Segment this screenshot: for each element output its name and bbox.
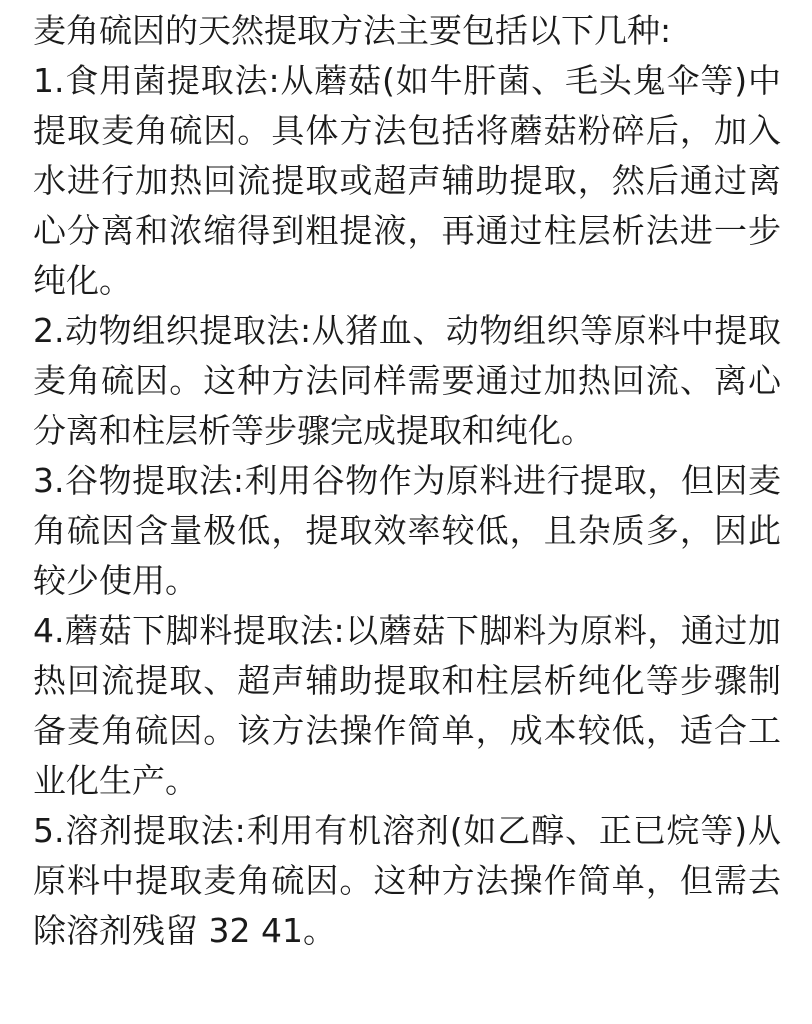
method-paragraph: 5.溶剂提取法:利用有机溶剂(如乙醇、正已烷等)从原料中提取麦角硫因。这种方法操作简单，但需去除溶剂残留 32 41。 [33,811,781,950]
method-paragraph: 3.谷物提取法:利用谷物作为原料进行提取，但因麦角硫因含量极低，提取效率较低，且杂质多，因此较少使用。 [33,461,781,600]
intro-paragraph: 麦角硫因的天然提取方法主要包括以下几种: [33,11,672,50]
document-body [33,6,781,956]
method-paragraph: 2.动物组织提取法:从猪血、动物组织等原料中提取麦角硫因。这种方法同样需要通过加热回流、离心分离和柱层析等步骤完成提取和纯化。 [33,311,781,450]
method-paragraph: 4.蘑菇下脚料提取法:以蘑菇下脚料为原料，通过加热回流提取、超声辅助提取和柱层析纯化等步骤制备麦角硫因。该方法操作简单，成本较低，适合工业化生产。 [33,611,781,800]
method-paragraph: 1.食用菌提取法:从蘑菇(如牛肝菌、毛头鬼伞等)中提取麦角硫因。具体方法包括将蘑菇粉碎后，加入水进行加热回流提取或超声辅助提取，然后通过离心分离和浓缩得到粗提液，再通过柱层析法进一步纯化。 [33,61,781,300]
